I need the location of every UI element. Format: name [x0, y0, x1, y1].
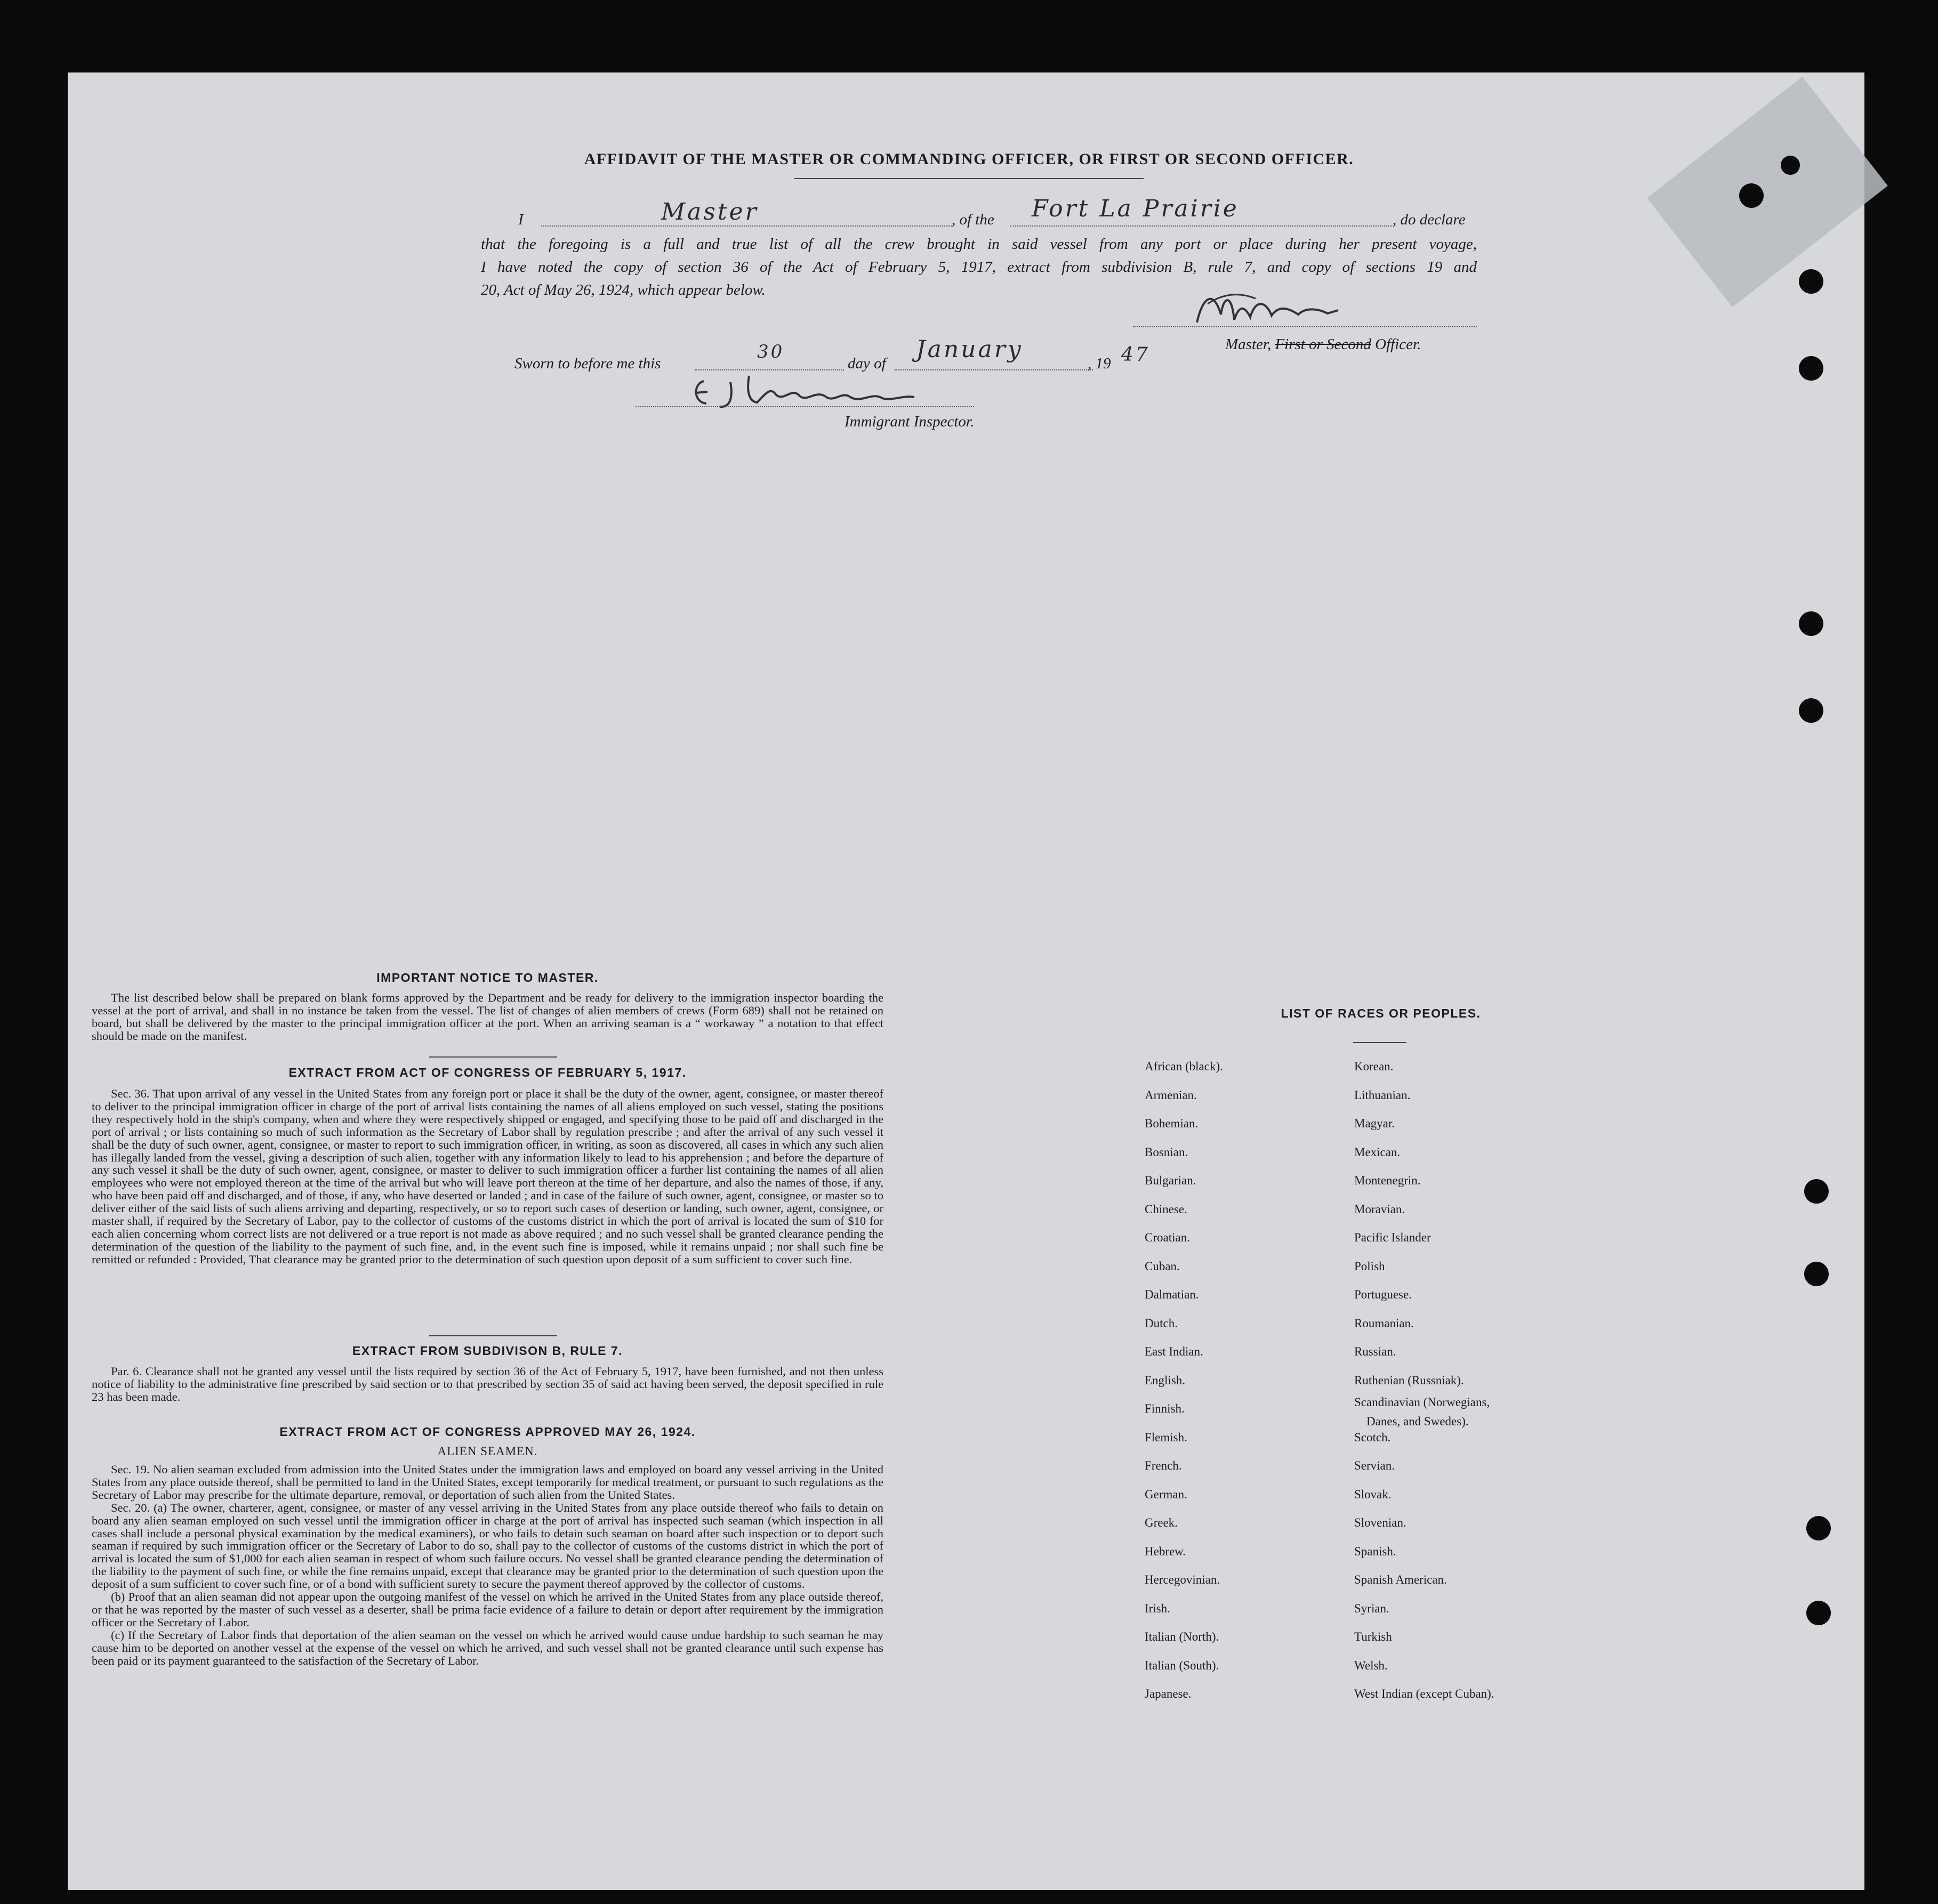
- race-entry: Armenian.: [1145, 1088, 1197, 1102]
- race-entry: Roumanian.: [1354, 1316, 1414, 1330]
- race-entry: Japanese.: [1145, 1687, 1192, 1700]
- officer-caption-end: Officer.: [1375, 336, 1421, 353]
- race-entry: Turkish: [1354, 1630, 1392, 1643]
- affidavit-line-2: that the foregoing is a full and true list of all the crew brought in said vessel from any port or place during her present voyage,: [481, 236, 1477, 253]
- race-entry: Spanish.: [1354, 1544, 1396, 1558]
- race-entry: Dalmatian.: [1145, 1288, 1199, 1301]
- do-declare-label: , do declare: [1393, 211, 1466, 228]
- day-of-label: day of: [848, 355, 886, 372]
- race-entry: Finnish.: [1145, 1402, 1185, 1415]
- race-entry: Korean.: [1354, 1060, 1394, 1073]
- sworn-label: Sworn to before me this: [514, 355, 661, 372]
- race-entry: Greek.: [1145, 1516, 1178, 1529]
- race-entry: Russian.: [1354, 1345, 1396, 1358]
- races-heading: LIST OF RACES OR PEOPLES.: [1281, 1006, 1481, 1020]
- officer-caption: [1225, 336, 1421, 353]
- race-entry: Slovak.: [1354, 1487, 1392, 1501]
- sec20b-paragraph: (b) Proof that an alien seaman did not appear upon the outgoing manifest of the vessel on which he arrived in the United States from any place outside thereof, or that he was reported by the master of such vessel as a deserter, shall be prima facie evidence of a failure to detain or deport after requirement by the immigration officer or the Secretary of Labor.: [92, 1590, 883, 1629]
- race-entry: German.: [1145, 1487, 1187, 1501]
- race-entry: Moravian.: [1354, 1202, 1405, 1216]
- binder-hole: [1799, 356, 1823, 381]
- race-entry: Lithuanian.: [1354, 1088, 1411, 1102]
- extract-1917-text: [92, 1087, 883, 1266]
- rank-line: [541, 225, 952, 227]
- race-entry: Cuban.: [1145, 1259, 1180, 1273]
- race-entry: Dutch.: [1145, 1316, 1178, 1330]
- binder-hole: [1804, 1179, 1829, 1204]
- sec20c-paragraph: (c) If the Secretary of Labor finds that deportation of the alien seaman on the vessel on which he arrived would cause undue hardship to such seaman he may cause him to be deported on another vessel at the expense of the vessel on which he arrived, and such vessel shall not be granted clearance until such expense has been paid or its payment guaranteed to the satisfaction of the Secretary of Labor.: [92, 1628, 883, 1667]
- subdivision-b-heading: EXTRACT FROM SUBDIVISON B, RULE 7.: [352, 1344, 623, 1358]
- race-entry: Slovenian.: [1354, 1516, 1406, 1529]
- day-handwritten: 30: [757, 341, 785, 362]
- rank-handwritten: Master: [661, 198, 759, 225]
- race-entry: Magyar.: [1354, 1117, 1395, 1130]
- race-entry: Ruthenian (Russniak).: [1354, 1373, 1464, 1387]
- binder-hole: [1804, 1262, 1829, 1286]
- race-entry: Syrian.: [1354, 1601, 1389, 1615]
- binder-hole: [1799, 698, 1823, 723]
- race-entry: French.: [1145, 1459, 1182, 1472]
- section-rule: [429, 1335, 557, 1336]
- affidavit-title: AFFIDAVIT OF THE MASTER OR COMMANDING OFFICER, OR FIRST OR SECOND OFFICER.: [584, 150, 1354, 168]
- race-entry: Italian (North).: [1145, 1630, 1219, 1643]
- race-entry: Hercegovinian.: [1145, 1573, 1220, 1586]
- binder-hole: [1799, 611, 1823, 636]
- race-entry: English.: [1145, 1373, 1186, 1387]
- sec19-paragraph: Sec. 19. No alien seaman excluded from admission into the United States under the immigration laws and employed on board any vessel arriving in the United States from any place outside thereof, shall be permitted to land in the United States, except temporarily for medical treatment, or pursuant to such regulations as the Secretary of Labor may prescribe for the ultimate departure, removal, or deportation of such alien from the United States.: [92, 1463, 883, 1502]
- master-signature: [1192, 283, 1368, 330]
- binder-hole: [1799, 269, 1823, 294]
- extract-1924-heading: EXTRACT FROM ACT OF CONGRESS APPROVED MAY 26, 1924.: [279, 1425, 696, 1439]
- race-entry: Servian.: [1354, 1459, 1395, 1472]
- year-handwritten: 47: [1121, 344, 1150, 366]
- race-entry: Bulgarian.: [1145, 1174, 1196, 1187]
- inspector-signature-line: [636, 406, 974, 407]
- inspector-caption: Immigrant Inspector.: [845, 413, 975, 430]
- vessel-handwritten: Fort La Prairie: [1032, 195, 1239, 222]
- section-rule: [429, 1056, 557, 1058]
- of-the-label: , of the: [952, 211, 994, 228]
- race-entry: Irish.: [1145, 1601, 1170, 1615]
- binder-hole: [1806, 1601, 1831, 1625]
- race-entry: Spanish American.: [1354, 1573, 1447, 1586]
- race-entry: East Indian.: [1145, 1345, 1203, 1358]
- race-entry: Chinese.: [1145, 1202, 1187, 1216]
- race-entry-continued: Danes, and Swedes).: [1366, 1415, 1469, 1428]
- vessel-line: [1010, 225, 1392, 227]
- races-rule: [1353, 1042, 1406, 1043]
- race-entry: Italian (South).: [1145, 1658, 1219, 1672]
- race-entry: Scotch.: [1354, 1430, 1391, 1444]
- race-entry: Mexican.: [1354, 1145, 1401, 1159]
- month-handwritten: January: [916, 336, 1023, 363]
- affidavit-line-3: I have noted the copy of section 36 of the Act of February 5, 1917, extract from subdivision B, rule 7, and copy of sections 19 and: [481, 259, 1477, 276]
- race-entry: Pacific Islander: [1354, 1231, 1431, 1244]
- race-entry: Hebrew.: [1145, 1544, 1186, 1558]
- notice-paragraph: The list described below shall be prepared on blank forms approved by the Department and be ready for delivery to the immigration inspector boarding the vessel at the port of arrival, and shall in no instance be taken from the vessel. The list of changes of alien members of crews (Form 689) shall not be retained on board, but shall be delivered by the master to the principal immigration officer at the port. When an arriving seaman is a “ workaway ” a notation to that effect should be made on the manifest.: [92, 991, 883, 1043]
- race-entry: Scandinavian (Norwegians,: [1354, 1395, 1490, 1409]
- officer-caption-struck: First or Second: [1275, 336, 1371, 353]
- subdivision-b-text: [92, 1365, 883, 1403]
- extract-1924-text: [92, 1463, 883, 1667]
- affidavit-line-4: 20, Act of May 26, 1924, which appear below.: [481, 281, 766, 298]
- race-entry: Bohemian.: [1145, 1117, 1199, 1130]
- sec36-paragraph: Sec. 36. That upon arrival of any vessel in the United States from any foreign port or place it shall be the duty of the owner, agent, consignee, or master thereof to deliver to the principal immigration officer in charge of the port of arrival lists containing the names of all aliens employed on such vessel, stating the positions they respectively hold in the ship's company, when and where they were respectively shipped or engaged, and specifying those to be paid off and discharged in the port of arrival ; or lists containing so much of such information as the Secretary of Labor shall by regulation prescribe ; and after the arrival of any such vessel it shall be the duty of such owner, agent, consignee, or master to report to such immigration officer, in writing, as soon as discovered, all cases in which any such alien has illegally landed from the vessel, giving a description of such alien, together with any information likely to lead to his apprehension ; and before the departure of any such vessel it shall be the duty of such owner, agent, consignee, or master to deliver to such immigration officer a further list containing the names of all alien employees who were not employed thereon at the time of the arrival but who will leave port thereon at the time of her departure, and also the names of those, if any, who have been paid off and discharged, and of those, if any, who have deserted or landed ; and in case of the failure of such owner, agent, consignee, or master so to deliver either of the said lists of such aliens arriving and departing, respectively, or so to report such cases of desertion or landing, such owner, agent, consignee, or master shall, if required by the Secretary of Labor, pay to the collector of customs of the customs district in which the port of arrival is located the sum of $10 for each alien concerning whom correct lists are not delivered or a true report is not made as above required ; and no such vessel shall be granted clearance pending the determination of the question of the liability to the payment of such fine, and, in the event such fine is imposed, while it remains unpaid ; nor shall such fine be remitted or refunded : Provided, That clearance may be granted prior to the determination of such question upon deposit of a sum sufficient to cover such fine.: [92, 1087, 883, 1266]
- year-label: , 19: [1088, 355, 1111, 372]
- race-entry: Bosnian.: [1145, 1145, 1188, 1159]
- master-signature-line: [1133, 326, 1477, 327]
- notice-heading: IMPORTANT NOTICE TO MASTER.: [376, 971, 599, 985]
- race-entry: Polish: [1354, 1259, 1385, 1273]
- extract-1917-heading: EXTRACT FROM ACT OF CONGRESS OF FEBRUARY 5, 1917.: [288, 1066, 687, 1079]
- race-entry: Portuguese.: [1354, 1288, 1412, 1301]
- word-i: I: [518, 211, 524, 228]
- race-entry: African (black).: [1145, 1060, 1223, 1073]
- binder-hole: [1806, 1516, 1831, 1540]
- race-entry: Croatian.: [1145, 1231, 1190, 1244]
- race-entry: Flemish.: [1145, 1430, 1187, 1444]
- par6-paragraph: Par. 6. Clearance shall not be granted any vessel until the lists required by section 36 of the Act of February 5, 1917, have been furnished, and not then unless notice of liability to the administrative fine prescribed by said section or to that prescribed by section 35 of said act having been served, the deposit specified in rule 23 has been made.: [92, 1365, 883, 1403]
- race-entry: West Indian (except Cuban).: [1354, 1687, 1494, 1700]
- notice-text: [92, 991, 883, 1043]
- sec20a-paragraph: Sec. 20. (a) The owner, charterer, agent, consignee, or master of any vessel arriving in the United States from any place outside thereof who fails to detain on board any alien seaman employed on such vessel until the immigration officer in charge at the port of arrival has inspected such seaman (which inspection in all cases shall include a personal physical examination by the medical examiners), or who fails to detain such seaman on board after such inspection or to deport such seaman if required by such immigration officer or the Secretary of Labor to do so, shall pay to the collector of customs of the customs district in which the port of arrival is located the sum of $1,000 for each alien seaman in respect of whom such failure occurs. No vessel shall be granted clearance pending the determination of the liability to the payment of such fine, or while the fine remains unpaid, except that clearance may be granted prior to the determination of such question upon the deposit of a sum sufficient to cover such fine, or of a bond with sufficient surety to secure the payment thereof approved by the collector of customs.: [92, 1500, 883, 1591]
- binder-hole: [1739, 183, 1764, 208]
- alien-seamen-subheading: ALIEN SEAMEN.: [437, 1445, 538, 1458]
- officer-caption-master: Master,: [1225, 336, 1272, 353]
- race-entry: Welsh.: [1354, 1658, 1388, 1672]
- race-entry: Montenegrin.: [1354, 1174, 1421, 1187]
- title-rule: [794, 178, 1144, 179]
